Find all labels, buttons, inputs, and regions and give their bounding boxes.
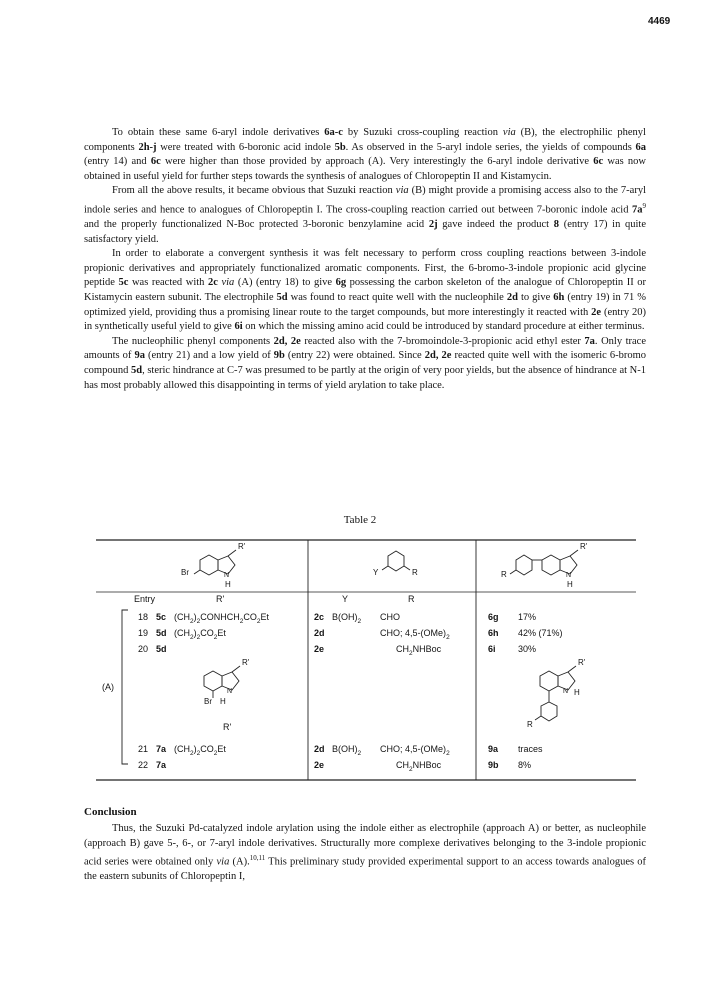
structure-label: R [412,568,418,577]
starting-material: 5d [156,628,167,638]
entry-number: 20 [138,644,149,654]
product: 9a [488,744,499,754]
yield: 30% [518,644,537,654]
structure-label: Br [181,568,189,577]
results-table [96,530,636,786]
r-value: CHO; $4,5-(OMe)_2$ [380,628,450,641]
header-r: R [408,594,415,604]
structure-label: R [501,570,507,579]
approach-label: (A) [102,682,114,692]
structure-label: R' [578,658,586,667]
paragraph: The nucleophilic phenyl components 2d, 2e reacted also with the 7-bromoindole-3-propionic acid ethyl ester 7a. Only trace amounts of 9a (entry 21) and a low yield of 9b (entry 22) were obtained. Since 2d, 2e reacted quite well with the isomeric 6-bromo compound 5d, steric hindrance at C-7 was presumed to be partly at the origin of very poor yields, but the absence of hindrance at N-1 has most probably allowed this disappointing in terms of yield arylation to take place. [84,335,647,391]
structure-label: N [224,572,230,579]
product: 6g [488,612,499,622]
r-prime-label: R' [223,722,232,732]
partner: 2e [314,760,325,770]
r-prime-value: $(CH_2)_2CO_2Et$ [174,628,226,641]
entry-number: 21 [138,744,149,754]
partner: 2c [314,612,325,622]
r-value: $CH_2NHBoc$ [396,644,442,657]
yield: traces [518,744,543,754]
y-value: $B(OH)_2$ [332,744,362,757]
header-r-prime: R' [216,594,225,604]
structure-label: H [220,697,226,706]
r-value: $CH_2NHBoc$ [396,760,442,773]
structure-label: N [563,688,569,695]
structure-label: Y [373,568,379,577]
structure-label: Br [204,697,212,706]
page-number: 4469 [648,16,671,27]
r-prime-value: $(CH_2)_2CO_2Et$ [174,744,226,757]
product: 6h [488,628,499,638]
starting-material: 7a [156,744,167,754]
product: 9b [488,760,499,770]
body-text [84,126,646,393]
header-entry: Entry [134,594,156,604]
conclusion-heading: Conclusion [84,806,137,818]
starting-material: 5c [156,612,167,622]
structure-label: N [227,688,233,695]
partner: 2e [314,644,325,654]
y-value: $B(OH)_2$ [332,612,362,625]
structure-label: H [225,580,231,589]
structure-label: R [527,720,533,729]
r-value: CHO [380,612,400,622]
paragraph: To obtain these same 6-aryl indole derivatives 6a-c by Suzuki cross-coupling reaction via (B), the electrophilic phenyl components 2h-j were treated with 6-boronic acid indole 5b. As observed in the 5-aryl indole series, the yields of compounds 6a (entry 14) and 6c were higher than those provided by approach (A). Very interestingly the 6-aryl indole derivative 6c was now obtained in useful yield for further steps towards the synthesis of analogues of Chloropeptin II and Kistamycin. [84,127,646,182]
partner: 2d [314,628,325,638]
structure-label: N [566,572,572,579]
paragraph: In order to elaborate a convergent synthesis it was felt necessary to perform cross coupling reactions between 3-indole propionic derivatives and appropriately functionalized aromatic components. First, the 6-bromo-3-indole propionic acid glycine peptide 5c was reacted with 2c via (A) (entry 18) to give 6g possessing the carbon skeleton of the analogue of Chloropeptin II or Kistamycin eastern subunit. The electrophile 5d was found to react quite well with the nucleophile 2d to give 6h (entry 19) in 71 % optimized yield, providing thus a promising linear route to the target compounds, but more interestingly it reacted with 2e (entry 20) in synthetically useful yield to give 6i on which the missing amino acid could be introduced by standard procedure at either terminus. [84,248,647,333]
yield: 17% [518,612,537,622]
partner: 2d [314,744,325,754]
yield: 8% [518,760,532,770]
table-caption: Table 2 [343,514,377,526]
yield: 42% (71%) [518,628,563,638]
structure-label: H [567,580,573,589]
structure-label: H [574,688,580,697]
starting-material: 7a [156,760,167,770]
starting-material: 5d [156,644,167,654]
header-y: Y [342,594,349,604]
r-value: CHO; $4,5-(OMe)_2$ [380,744,450,757]
paragraph: Thus, the Suzuki Pd-catalyzed indole arylation using the indole either as electrophile (approach A) or better, as nucleophile (approach B) gave 5-, 6-, or 7-aryl indole derivatives. Structurally more complexe derivatives belonging to the 3-indole propionic acid series were obtained only via (A).$^{10,11}$ This preliminary study provided experimental support to an access towards analogues of the eastern subunits of Chloropeptin I, [84,823,646,883]
paragraph: From all the above results, it became obvious that Suzuki reaction via (B) might provide a promising access also to the 7-aryl indole series and hence to analogues of Chloropeptin I. The cross-coupling reaction carried out between 7-boronic indole acid $7a^9$ and the properly functionalized N-Boc protected 3-boronic benzylamine acid 2j gave indeed the product 8 (entry 17) in quite satisfactory yield. [84,185,647,245]
structure-label: R' [242,658,250,667]
entry-number: 19 [138,628,149,638]
structure-label: R' [580,542,588,551]
product: 6i [488,644,496,654]
entry-number: 18 [138,612,149,622]
entry-number: 22 [138,760,149,770]
r-prime-value: $(CH_2)_2CONHCH_2CO_2Et$ [174,612,270,625]
structure-label: R' [238,542,246,551]
conclusion-text [84,822,646,885]
